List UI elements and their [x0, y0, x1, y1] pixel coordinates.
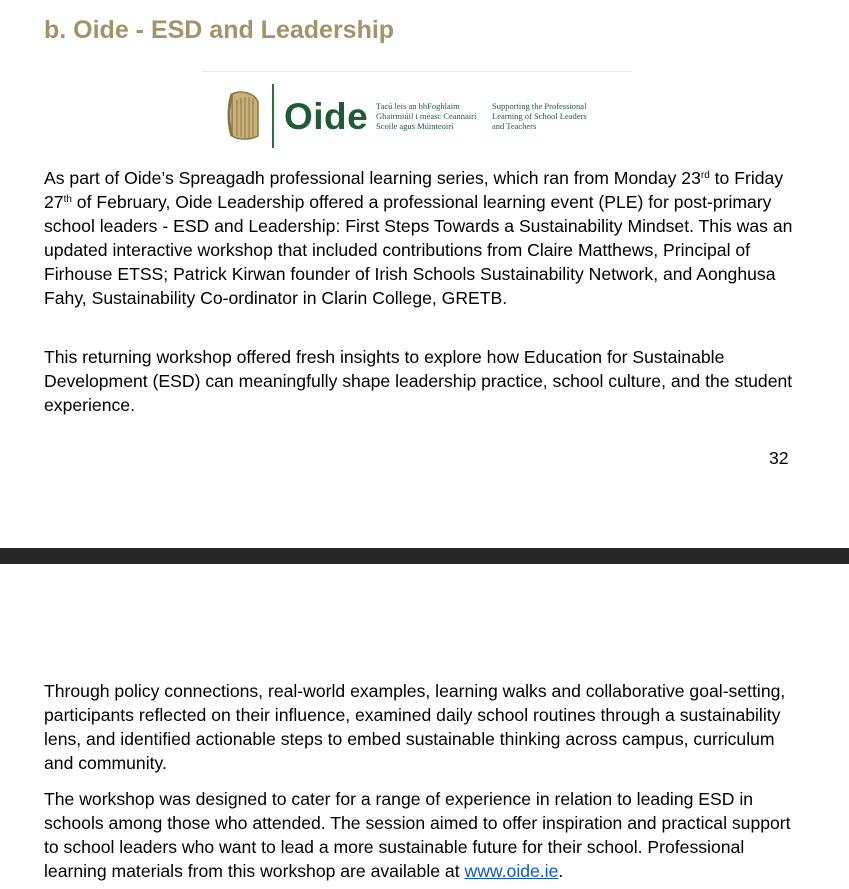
oide-website-link[interactable]: www.oide.ie: [464, 861, 559, 881]
logo-separator: [272, 84, 274, 148]
tagline-irish-line: Scoile agus Múinteoirí: [376, 121, 454, 131]
tagline-irish-line: Tacú leis an bhFoghlaim: [376, 101, 460, 111]
tagline-english: [492, 101, 587, 131]
tagline-irish: [376, 101, 476, 131]
tagline-irish-line: Ghairmiúil i measc Ceannairí: [376, 111, 477, 121]
tagline-english-line: Learning of School Leaders: [492, 111, 587, 121]
tagline-english-line: and Teachers: [492, 121, 537, 131]
paragraph-policy-connections: Through policy connections, real-world examples, learning walks and collaborative goal-setting, participants reflected on their influence, examined daily school routines through a sustainability lens, and identified actionable steps to embed sustainable thinking across campus, curriculum and community.: [44, 681, 786, 773]
tagline-english-line: Supporting the Professional: [492, 101, 587, 111]
paragraph-workshop-design: The workshop was designed to cater for a range of experience in relation to leading ESD in schools among those who attended. The session aimed to offer inspiration and practical support to school leaders who want to lead a more sustainable future for their school. Professional learning materials from this workshop are available at www.oide.ie.: [44, 789, 791, 881]
paragraph-returning-workshop: This returning workshop offered fresh insights to explore how Education for Sustainable Development (ESD) can meaningfully shape leadership practice, school culture, and the student experience.: [44, 347, 793, 415]
section-heading: b. Oide - ESD and Leadership: [44, 16, 395, 44]
paragraph-intro: As part of Oide’s Spreagadh professional learning series, which ran from Monday 23rd to Friday 27th of February, Oide Leadership offered a professional learning event (PLE) for post-primary school leaders - ESD and Leadership: First Steps Towards a Sustainability Mindset. This was an updated interactive workshop that included contributions from Claire Matthews, Principal of Firhouse ETSS; Patrick Kirwan founder of Irish Schools Sustainability Network, and Aonghusa Fahy, Sustainability Co-ordinator in Clarin College, GRETB.: [44, 168, 793, 308]
page-number: 32: [769, 448, 789, 468]
harp-icon: [226, 90, 262, 142]
oide-logo: [226, 84, 606, 152]
oide-wordmark: Oide: [284, 96, 369, 137]
page-separator: [0, 548, 849, 564]
logo-divider-line: [202, 71, 632, 72]
